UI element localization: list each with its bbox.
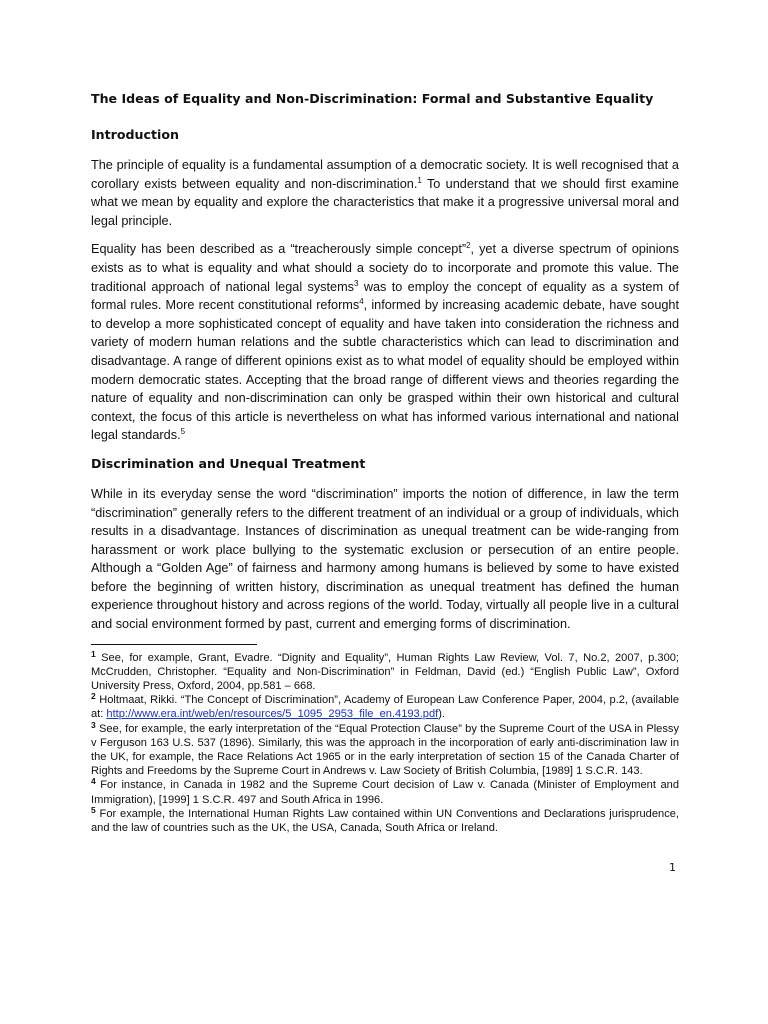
text-run: Equality has been described as a “treacherously simple concept” <box>91 242 467 257</box>
document-title: The Ideas of Equality and Non-Discrimination: Formal and Substantive Equality <box>91 91 654 106</box>
footnote-text-tail: ). <box>438 708 446 721</box>
discrimination-paragraph-1: While in its everyday sense the word “discrimination” imports the notion of difference, in law the term “discrimination” generally refers to the different treatment of an individual or a group of individuals, which results in a disadvantage. Instances of discrimination as unequal treatment can be wide-ranging from harassment or work place bullying to the systematic exclusion or persecution of an entire people. Although a “Golden Age” of fairness and harmony among humans is believed by some to have existed before the beginning of written history, discrimination as unequal treatment has defined the human experience throughout history and across regions of the world. Today, virtually all people live in a cultural and social environment formed by past, current and emerging forms of discrimination. <box>91 486 679 632</box>
footnote-reference[interactable]: 3 <box>354 278 359 288</box>
footnote-text: For example, the International Human Rights Law contained within UN Conventions and Declarations jurisprudence, and the law of countries such as the UK, the USA, Canada, South Africa or Ireland. <box>91 807 679 835</box>
footnote-text: See, for example, the early interpretation of the “Equal Protection Clause” by the Supreme Court of the USA in Plessy v Ferguson 163 U.S. 537 (1896). Similarly, this was the approach in the incorporation of early anti-discrimination law in the UK, for example, the Race Relations Act 1965 or in the early interpretation of section 15 of the Canada Charter of Rights and Freedoms by the Supreme Court in Andrews v. Law Society of British Columbia, [1989] 1 S.C.R. 143. <box>91 722 679 778</box>
footnote-1 <box>91 648 679 694</box>
footnote-reference[interactable]: 4 <box>359 297 364 307</box>
text-run: was to employ the concept of equality as a system of formal rules. More recent constitutional reforms <box>91 279 679 313</box>
footnote-text: See, for example, Grant, Evadre. “Dignity and Equality”, Human Rights Law Review, Vol. 7, No.2, 2007, p.300; McCrudden, Christopher. “Equality and Non-Discrimination” in Feldman, David (ed.) “English Public Law”, Oxford University Press, Oxford, 2004, pp.581 – 668. <box>91 651 679 693</box>
text-run: , informed by increasing academic debate, have sought to develop a more sophisticated concept of equality and have taken into consideration the richness and variety of modern human relations and the subtle characteristics which can lead to discrimination and disadvantage. A range of different opinions exist as to what model of equality should be employed within modern democratic states. Accepting that the broad range of different views and theories regarding the nature of equality and non-discrimination can only be grasped within their own historical and cultural context, the focus of this article is nevertheless on what has informed various international and national legal standards. <box>91 298 680 443</box>
footnote-number: 4 <box>91 776 96 787</box>
footnote-number: 2 <box>91 691 96 702</box>
footnote-number: 5 <box>91 804 96 815</box>
text-run: , yet a diverse spectrum of opinions exists as to what is equality and what should a society do to incorporate and promote this value. The traditional approach of national legal systems <box>91 242 680 294</box>
footnote-reference[interactable]: 1 <box>417 175 422 185</box>
footnotes <box>91 648 679 836</box>
footnote-reference[interactable]: 2 <box>466 241 471 251</box>
text-run: The principle of equality is a fundamental assumption of a democratic society. It is well recognised that a corollary exists between equality and non-discrimination. <box>91 158 679 191</box>
footnote-text: For instance, in Canada in 1982 and the Supreme Court decision of Law v. Canada (Minister of Employment and Immigration), [1999] 1 S.C.R. 497 and South Africa in 1996. <box>91 779 679 806</box>
document-page <box>91 90 679 835</box>
footnote-4 <box>91 778 679 806</box>
footnote-3 <box>91 719 679 779</box>
footnote-reference[interactable]: 5 <box>180 427 186 437</box>
section-heading-discrimination: Discrimination and Unequal Treatment <box>91 455 366 471</box>
footnote-2 <box>91 693 679 721</box>
footnote-number: 1 <box>91 648 96 659</box>
section-heading-introduction: Introduction <box>91 127 179 142</box>
footnote-text: Holtmaat, Rikki. “The Concept of Discrimination”, Academy of European Law Conference Paper, 2004, p.2, (available at: <box>91 694 679 721</box>
page-number: 1 <box>669 861 676 874</box>
footnote-number: 3 <box>91 719 96 730</box>
text-run: To understand that we should first examine what we mean by equality and explore the characteristics that make it a progressive universal moral and legal principle. <box>91 176 679 228</box>
resource-link[interactable]: http://www.era.int/web/en/resources/5_1095_2953_file_en.4193.pdf <box>106 708 439 721</box>
introduction-paragraph-1 <box>91 156 679 230</box>
footnote-5 <box>91 804 679 835</box>
introduction-paragraph-2 <box>91 240 679 445</box>
footnote-separator <box>91 644 257 645</box>
